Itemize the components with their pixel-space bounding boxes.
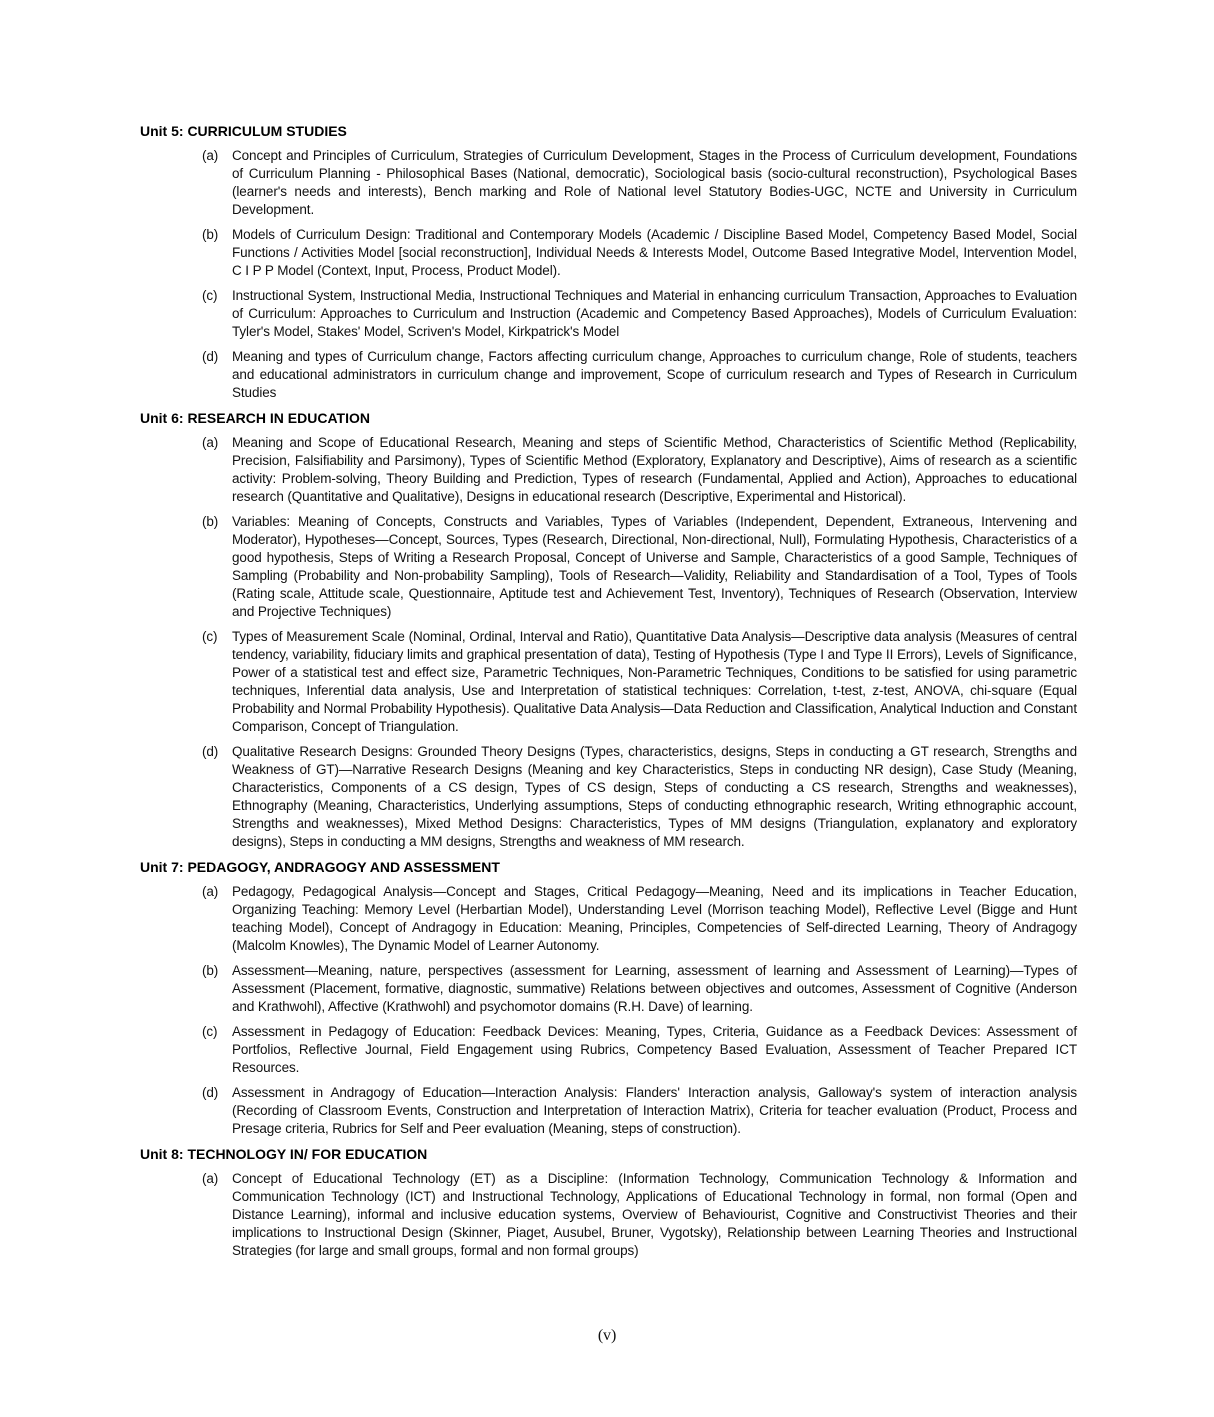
list-item (202, 147, 1077, 219)
item-text: Assessment in Pedagogy of Education: Feedback Devices: Meaning, Types, Criteria, Guidance as a Feedback Devices: Assessment of Portfolios, Reflective Journal, Field Engagement using Rubrics, Competency Based Evaluation, Assessment of Teacher Prepared ICT Resources. (232, 1024, 1077, 1075)
list-item (202, 1084, 1077, 1138)
item-text: Meaning and Scope of Educational Research, Meaning and steps of Scientific Method, Characteristics of Scientific Method (Replicability, Precision, Falsifiability and Parsimony), Types of Scientific Method (Exploratory, Explanatory and Descriptive), Aims of research as a scientific activity: Problem-solving, Theory Building and Prediction, Types of research (Fundamental, Applied and Action), Approaches to educational research (Quantitative and Qualitative), Designs in educational research (Descriptive, Experimental and Historical). (232, 435, 1077, 504)
list-item (202, 1170, 1077, 1260)
item-label: (c) (202, 288, 218, 303)
item-text: Meaning and types of Curriculum change, Factors affecting curriculum change, Approaches to curriculum change, Role of students, teachers and educational administrators in curriculum change and improvement, Scope of curriculum research and Types of Research in Curriculum Studies (232, 349, 1077, 400)
item-text: Concept and Principles of Curriculum, Strategies of Curriculum Development, Stages in the Process of Curriculum development, Foundations of Curriculum Planning - Philosophical Bases (National, democratic), Sociological basis (socio-cultural reconstruction), Psychological Bases (learner's needs and interests), Bench marking and Role of National level Statutory Bodies-UGC, NCTE and University in Curriculum Development. (232, 148, 1077, 217)
item-text: Assessment—Meaning, nature, perspectives (assessment for Learning, assessment of learning and Assessment of Learning)—Types of Assessment (Placement, formative, diagnostic, summative) Relations between objectives and outcomes, Assessment of Cognitive (Anderson and Krathwohl), Affective (Krathwohl) and psychomotor domains (R.H. Dave) of learning. (232, 963, 1077, 1014)
item-text: Types of Measurement Scale (Nominal, Ordinal, Interval and Ratio), Quantitative Data Analysis—Descriptive data analysis (Measures of central tendency, variability, fiduciary limits and graphical presentation of data), Testing of Hypothesis (Type I and Type II Errors), Levels of Significance, Power of a statistical test and effect size, Parametric Techniques, Non-Parametric Techniques, Conditions to be satisfied for using parametric techniques, Inferential data analysis, Use and Interpretation of statistical techniques: Correlation, t-test, z-test, ANOVA, chi-square (Equal Probability and Normal Probability Hypothesis). Qualitative Data Analysis—Data Reduction and Classification, Analytical Induction and Constant Comparison, Concept of Triangulation. (232, 629, 1077, 734)
item-text: Pedagogy, Pedagogical Analysis—Concept and Stages, Critical Pedagogy—Meaning, Need and its implications in Teacher Education, Organizing Teaching: Memory Level (Herbartian Model), Understanding Level (Morrison teaching Model), Reflective Level (Bigge and Hunt teaching Model), Concept of Andragogy in Education: Meaning, Principles, Competencies of Self-directed Learning, Theory of Andragogy (Malcolm Knowles), The Dynamic Model of Learner Autonomy. (232, 884, 1077, 953)
list-item (202, 1023, 1077, 1077)
list-item (202, 348, 1077, 402)
item-label: (b) (202, 514, 219, 529)
item-text: Assessment in Andragogy of Education—Interaction Analysis: Flanders' Interaction analysis, Galloway's system of interaction analysis (Recording of Classroom Events, Construction and Interpretation of Interaction Matrix), Criteria for teacher evaluation (Product, Process and Presage criteria, Rubrics for Self and Peer evaluation (Meaning, steps of construction). (232, 1085, 1077, 1136)
unit-section-5 (140, 122, 1077, 402)
item-label: (a) (202, 148, 219, 163)
unit-section-6 (140, 409, 1077, 851)
item-label: (d) (202, 744, 219, 759)
item-text: Concept of Educational Technology (ET) as a Discipline: (Information Technology, Communication Technology & Information and Communication Technology (ICT) and Instructional Technology, Applications of Educational Technology in formal, non formal (Open and Distance Learning), informal and inclusive education systems, Overview of Behaviourist, Cognitive and Constructivist Theories and their implications to Instructional Design (Skinner, Piaget, Ausubel, Bruner, Vygotsky), Relationship between Learning Theories and Instructional Strategies (for large and small groups, formal and non formal groups) (232, 1171, 1077, 1258)
item-label: (c) (202, 1024, 218, 1039)
item-text: Instructional System, Instructional Media, Instructional Techniques and Material in enhancing curriculum Transaction, Approaches to Evaluation of Curriculum: Approaches to Curriculum and Instruction (Academic and Competency Based Approaches), Models of Curriculum Evaluation: Tyler's Model, Stakes' Model, Scriven's Model, Kirkpatrick's Model (232, 288, 1077, 339)
unit-heading: Unit 8: TECHNOLOGY IN/ FOR EDUCATION (140, 1146, 428, 1162)
list-item (202, 226, 1077, 280)
item-label: (a) (202, 1171, 219, 1186)
item-label: (d) (202, 1085, 219, 1100)
item-text: Qualitative Research Designs: Grounded Theory Designs (Types, characteristics, designs, Steps in conducting a GT research, Strengths and Weakness of GT)—Narrative Research Designs (Meaning and key Characteristics, Steps in conducting NR design), Case Study (Meaning, Characteristics, Components of a CS design, Types of CS design, Steps of conducting a CS research, Strengths and weaknesses), Ethnography (Meaning, Characteristics, Underlying assumptions, Steps of conducting ethnographic research, Writing ethnographic account, Strengths and weaknesses), Mixed Method Designs: Characteristics, Types of MM designs (Triangulation, explanatory and exploratory designs), Steps in conducting a MM designs, Strengths and weakness of MM research. (232, 744, 1077, 849)
unit-heading: Unit 6: RESEARCH IN EDUCATION (140, 410, 370, 426)
item-label: (b) (202, 227, 219, 242)
item-text: Variables: Meaning of Concepts, Constructs and Variables, Types of Variables (Independent, Dependent, Extraneous, Intervening and Moderator), Hypotheses—Concept, Sources, Types (Research, Directional, Non-directional, Null), Formulating Hypothesis, Characteristics of a good hypothesis, Steps of Writing a Research Proposal, Concept of Universe and Sample, Characteristics of a good Sample, Techniques of Sampling (Probability and Non-probability Sampling), Tools of Research—Validity, Reliability and Standardisation of a Tool, Types of Tools (Rating scale, Attitude scale, Questionnaire, Aptitude test and Achievement Test, Inventory), Techniques of Research (Observation, Interview and Projective Techniques) (232, 514, 1077, 619)
list-item (202, 628, 1077, 736)
item-label: (c) (202, 629, 218, 644)
unit-heading: Unit 5: CURRICULUM STUDIES (140, 123, 347, 139)
unit-section-8 (140, 1145, 1077, 1260)
list-item (202, 743, 1077, 851)
item-text: Models of Curriculum Design: Traditional and Contemporary Models (Academic / Discipline Based Model, Competency Based Model, Social Functions / Activities Model [social reconstruction], Individual Needs & Interests Model, Outcome Based Integrative Model, Intervention Model, C I P P Model (Context, Input, Process, Product Model). (232, 227, 1077, 278)
list-item (202, 513, 1077, 621)
list-item (202, 287, 1077, 341)
unit-heading: Unit 7: PEDAGOGY, ANDRAGOGY AND ASSESSMENT (140, 859, 500, 875)
list-item (202, 962, 1077, 1016)
list-item (202, 434, 1077, 506)
item-label: (a) (202, 435, 219, 450)
unit-section-7 (140, 858, 1077, 1138)
list-item (202, 883, 1077, 955)
item-label: (d) (202, 349, 219, 364)
item-label: (b) (202, 963, 219, 978)
item-label: (a) (202, 884, 219, 899)
page-number: (v) (597, 1327, 617, 1344)
